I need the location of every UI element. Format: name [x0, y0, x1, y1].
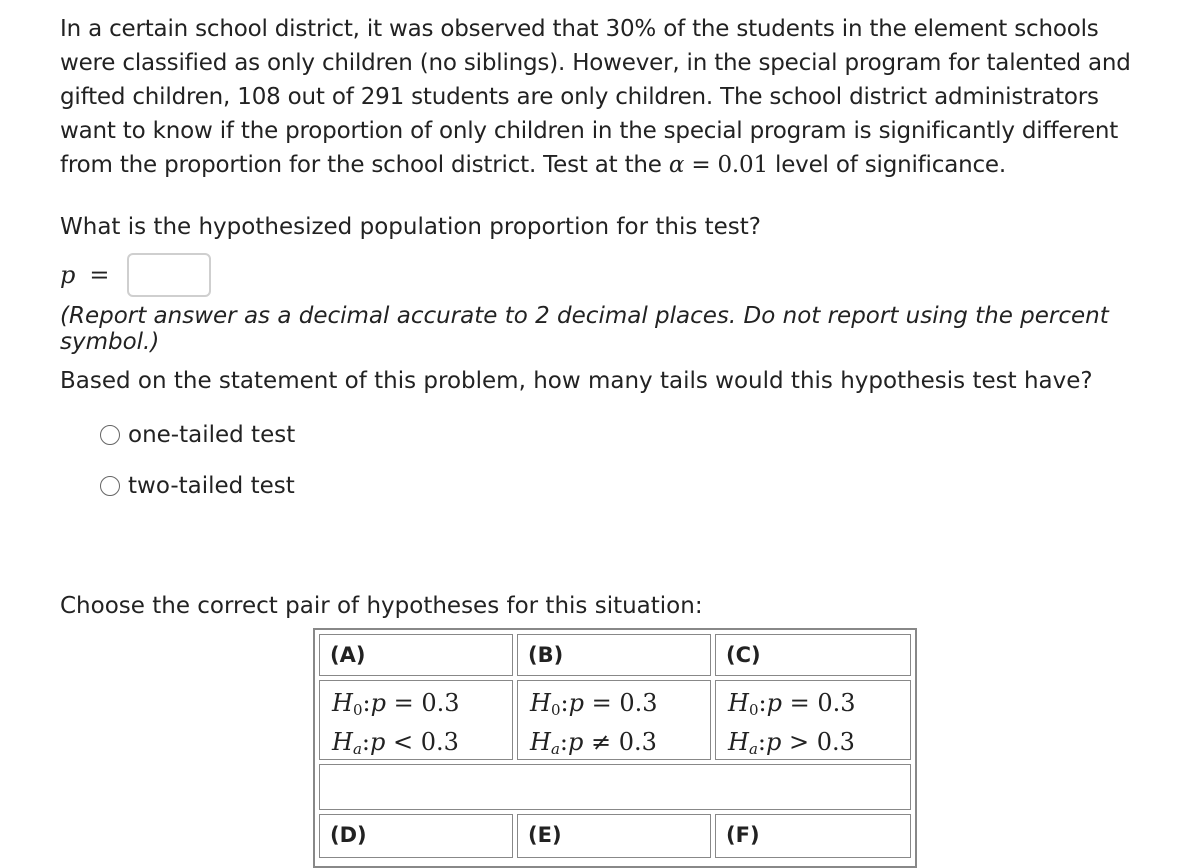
problem-statement: In a certain school district, it was observed that 30% of the students in the element schools were classified as only children (no siblings). However, in the special program for talented and gifted children, 108 out of 291 students are only children. The school district administrators want to know if the proportion of only children in the special program is significantly different from the proportion for the school district. Test at the α = 0.01 level of significance.	[60, 16, 1131, 178]
alpha-symbol: α	[668, 152, 685, 178]
choice-a-hypotheses[interactable]	[319, 680, 513, 760]
choice-f-header[interactable]: (F)	[715, 814, 911, 858]
choice-c-hypotheses[interactable]	[715, 680, 911, 760]
alternative-hypothesis: Ha:p < 0.3	[332, 728, 459, 758]
question-tails-prompt: Based on the statement of this problem, how many tails would this hypothesis test have?	[60, 368, 1093, 394]
choice-b-hypotheses[interactable]	[517, 680, 711, 760]
p-variable: p	[60, 261, 76, 289]
choice-b-header[interactable]: (B)	[517, 634, 711, 676]
choice-d-header[interactable]: (D)	[319, 814, 513, 858]
null-hypothesis: H0:p = 0.3	[530, 689, 658, 719]
option-label: one-tailed test	[128, 422, 296, 448]
choice-c-header[interactable]: (C)	[715, 634, 911, 676]
alpha-value: 0.01	[717, 152, 768, 178]
choice-e-header[interactable]: (E)	[517, 814, 711, 858]
radio-button[interactable]	[100, 425, 120, 445]
alternative-hypothesis: Ha:p ≠ 0.3	[530, 728, 657, 758]
question-hypotheses-prompt: Choose the correct pair of hypotheses for this situation:	[60, 593, 703, 619]
null-hypothesis: H0:p = 0.3	[728, 689, 856, 719]
table-separator-row	[319, 764, 911, 810]
option-two-tailed[interactable]	[100, 473, 295, 499]
proportion-answer-row	[60, 252, 211, 298]
proportion-input[interactable]	[127, 253, 211, 297]
hypotheses-table	[313, 628, 917, 868]
null-hypothesis: H0:p = 0.3	[332, 689, 460, 719]
option-one-tailed[interactable]	[100, 422, 295, 448]
question-proportion-prompt: What is the hypothesized population proportion for this test?	[60, 214, 762, 240]
radio-button[interactable]	[100, 476, 120, 496]
alternative-hypothesis: Ha:p > 0.3	[728, 728, 855, 758]
option-label: two-tailed test	[128, 473, 295, 499]
answer-format-note: (Report answer as a decimal accurate to 2 decimal places. Do not report using the percent symbol.)	[60, 303, 1109, 355]
choice-a-header[interactable]: (A)	[319, 634, 513, 676]
equals-sign: =	[89, 261, 110, 289]
